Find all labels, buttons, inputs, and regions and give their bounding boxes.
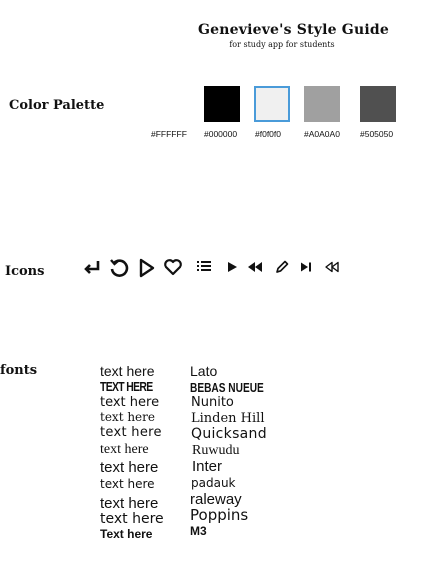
font-sample-lato: text here (100, 363, 155, 379)
font-sample-quicksand: text here (100, 425, 162, 440)
font-name-ruwudu: Ruwudu (192, 443, 240, 458)
font-name-nunito: Nunito (191, 395, 234, 410)
swatch-dark-gray-label: #505050 (360, 129, 394, 139)
pencil-icon (274, 259, 290, 275)
fonts-heading: fonts (0, 363, 38, 378)
font-sample-padauk: text here (100, 477, 155, 491)
font-name-padauk: padauk (191, 476, 236, 490)
rewind-icon (246, 260, 264, 274)
swatch-white (152, 86, 188, 122)
swatch-light-gray (254, 86, 290, 122)
color-palette-heading: Color Palette (9, 98, 105, 113)
return-arrow-icon (82, 258, 102, 278)
swatch-white-label: #FFFFFF (151, 129, 187, 139)
font-name-m3: M3 (190, 524, 207, 538)
font-name-lato: Lato (190, 363, 218, 379)
font-name-linden-hill: Linden Hill (191, 411, 265, 426)
font-name-bebas: BEBAS NUEUE (190, 380, 264, 395)
icons-heading: Icons (5, 264, 45, 279)
font-name-raleway: raleway (190, 491, 242, 508)
font-sample-inter: text here (100, 459, 159, 476)
swatch-dark-gray (360, 86, 396, 122)
swatch-black-label: #000000 (204, 129, 238, 139)
font-sample-ruwudu: text here (100, 442, 149, 457)
font-sample-nunito: text here (100, 395, 160, 410)
page-subtitle: for study app for students (229, 40, 335, 49)
font-name-inter: Inter (192, 458, 223, 475)
font-name-quicksand: Quicksand (191, 426, 267, 442)
swatch-black (204, 86, 240, 122)
play-icon (225, 260, 239, 274)
play-outline-icon (138, 258, 156, 278)
refresh-icon (108, 257, 130, 279)
font-sample-bebas: TEXT HERE (100, 379, 153, 394)
page-title: Genevieve's Style Guide (198, 22, 389, 38)
swatch-gray-label: #A0A0A0 (304, 129, 340, 139)
rewind-small-icon (324, 261, 340, 273)
font-name-poppins: Poppins (190, 506, 249, 524)
swatch-gray (304, 86, 340, 122)
font-sample-linden-hill: text here (100, 410, 155, 424)
swatch-light-gray-label: #f0f0f0 (255, 129, 281, 139)
skip-next-icon (299, 261, 313, 273)
font-sample-raleway: text here (100, 495, 159, 512)
list-icon (196, 260, 212, 272)
font-sample-poppins: text here (100, 511, 164, 527)
heart-icon (163, 258, 183, 276)
font-sample-m3: Text here (100, 527, 153, 541)
